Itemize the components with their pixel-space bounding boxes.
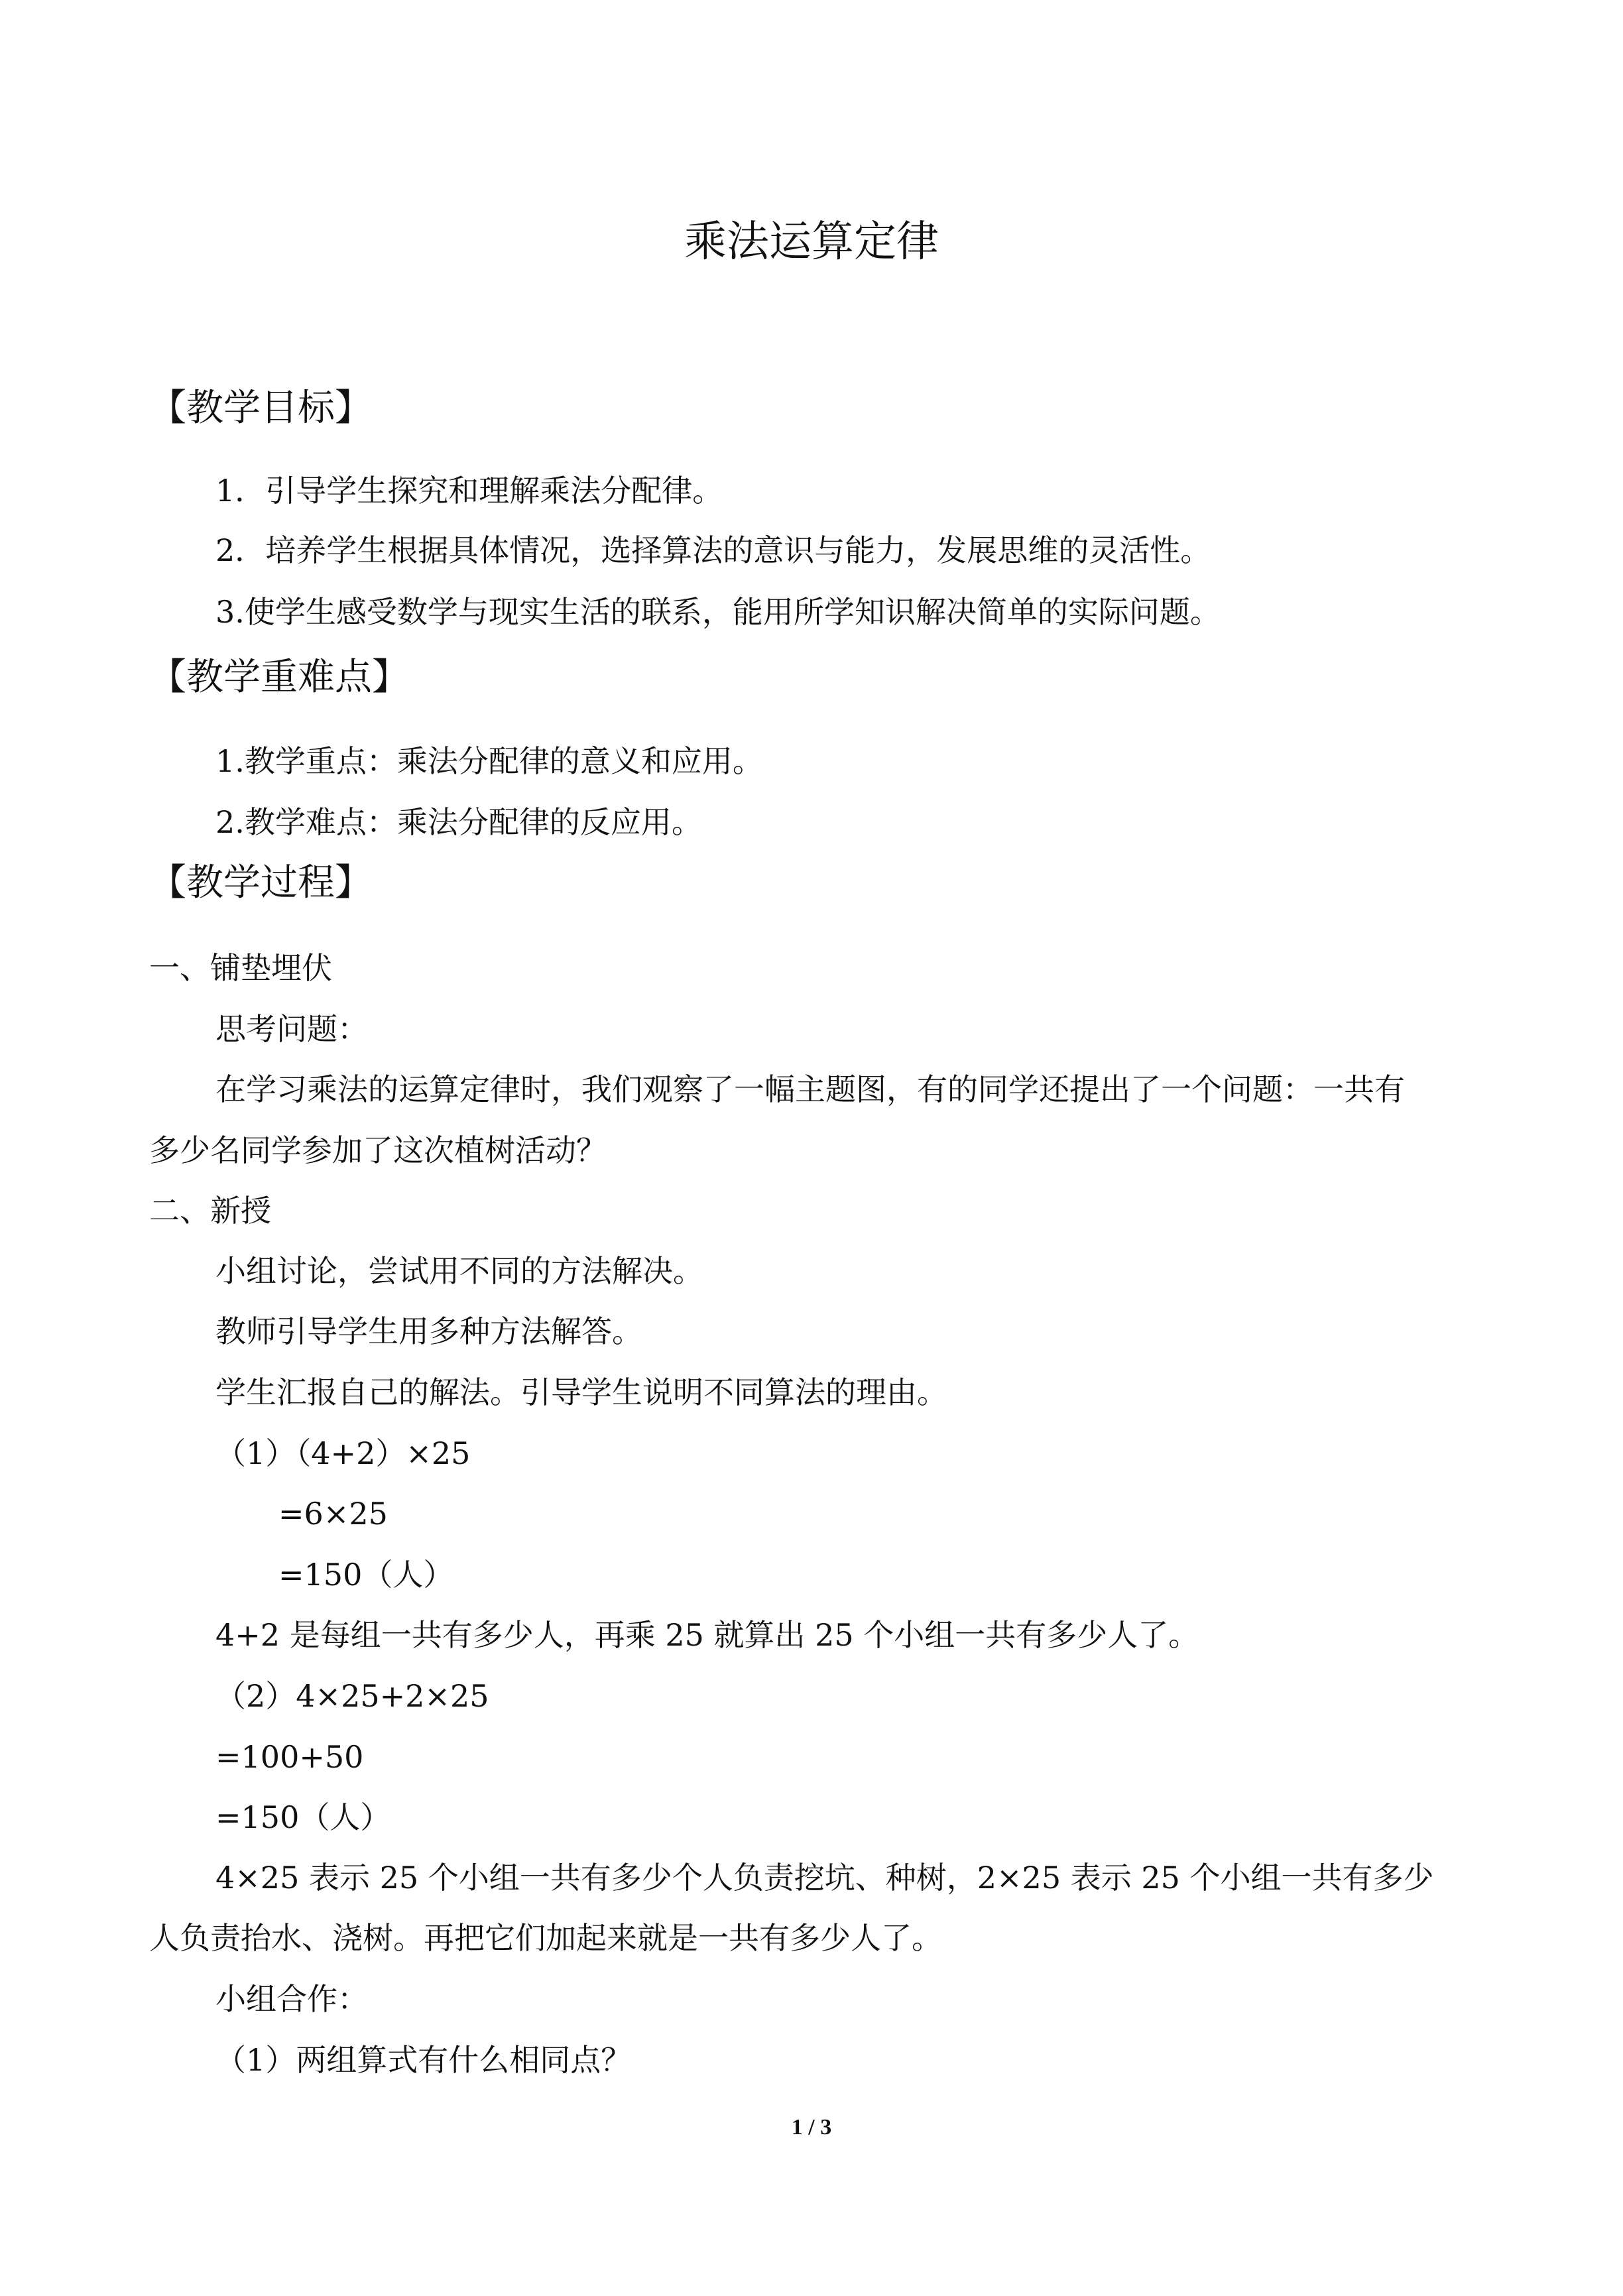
objectives-heading: 【教学目标】 bbox=[149, 387, 372, 430]
key-point-item-1: 1.教学重点：乘法分配律的意义和应用。 bbox=[215, 743, 763, 779]
method2-step: =100+50 bbox=[215, 1739, 364, 1775]
part1-title: 一、铺垫埋伏 bbox=[149, 950, 332, 986]
method1-result: =150（人） bbox=[278, 1557, 454, 1593]
key-points-heading: 【教学重难点】 bbox=[149, 656, 409, 699]
document-title: 乘法运算定律 bbox=[684, 217, 939, 267]
method1-step: =6×25 bbox=[278, 1496, 388, 1532]
part2-title: 二、新授 bbox=[149, 1193, 271, 1229]
method2-result: =150（人） bbox=[215, 1799, 391, 1835]
objective-item-2: 2．培养学生根据具体情况，选择算法的意识与能力，发展思维的灵活性。 bbox=[215, 532, 1211, 568]
teacher-guide-text: 教师引导学生用多种方法解答。 bbox=[215, 1313, 642, 1349]
page-number: 1 / 3 bbox=[791, 2115, 832, 2140]
method1-expression: （1）（4+2）×25 bbox=[215, 1435, 471, 1471]
process-heading: 【教学过程】 bbox=[149, 861, 372, 904]
group-question-1: （1）两组算式有什么相同点？ bbox=[215, 2042, 632, 2078]
method2-explanation-line-1: 4×25 表示 25 个小组一共有多少个人负责挖坑、种树，2×25 表示 25 个小组一共有多少 bbox=[215, 1860, 1434, 1896]
objective-item-3: 3.使学生感受数学与现实生活的联系，能用所学知识解决简单的实际问题。 bbox=[215, 594, 1221, 630]
group-work-label: 小组合作： bbox=[215, 1981, 368, 2017]
method1-explanation: 4+2 是每组一共有多少人，再乘 25 就算出 25 个小组一共有多少人了。 bbox=[215, 1617, 1199, 1653]
question-line-1: 在学习乘法的运算定律时，我们观察了一幅主题图，有的同学还提出了一个问题：一共有 bbox=[215, 1071, 1405, 1107]
key-point-item-2: 2.教学难点：乘法分配律的反应用。 bbox=[215, 804, 702, 840]
question-line-2: 多少名同学参加了这次植树活动？ bbox=[149, 1132, 607, 1168]
objective-item-1: 1．引导学生探究和理解乘法分配律。 bbox=[215, 473, 723, 509]
method2-explanation-line-2: 人负责抬水、浇树。再把它们加起来就是一共有多少人了。 bbox=[149, 1920, 942, 1956]
think-label: 思考问题： bbox=[215, 1011, 368, 1047]
student-report-text: 学生汇报自己的解法。引导学生说明不同算法的理由。 bbox=[215, 1374, 947, 1410]
discuss-text: 小组讨论，尝试用不同的方法解决。 bbox=[215, 1253, 703, 1289]
method2-expression: （2）4×25+2×25 bbox=[215, 1678, 489, 1714]
